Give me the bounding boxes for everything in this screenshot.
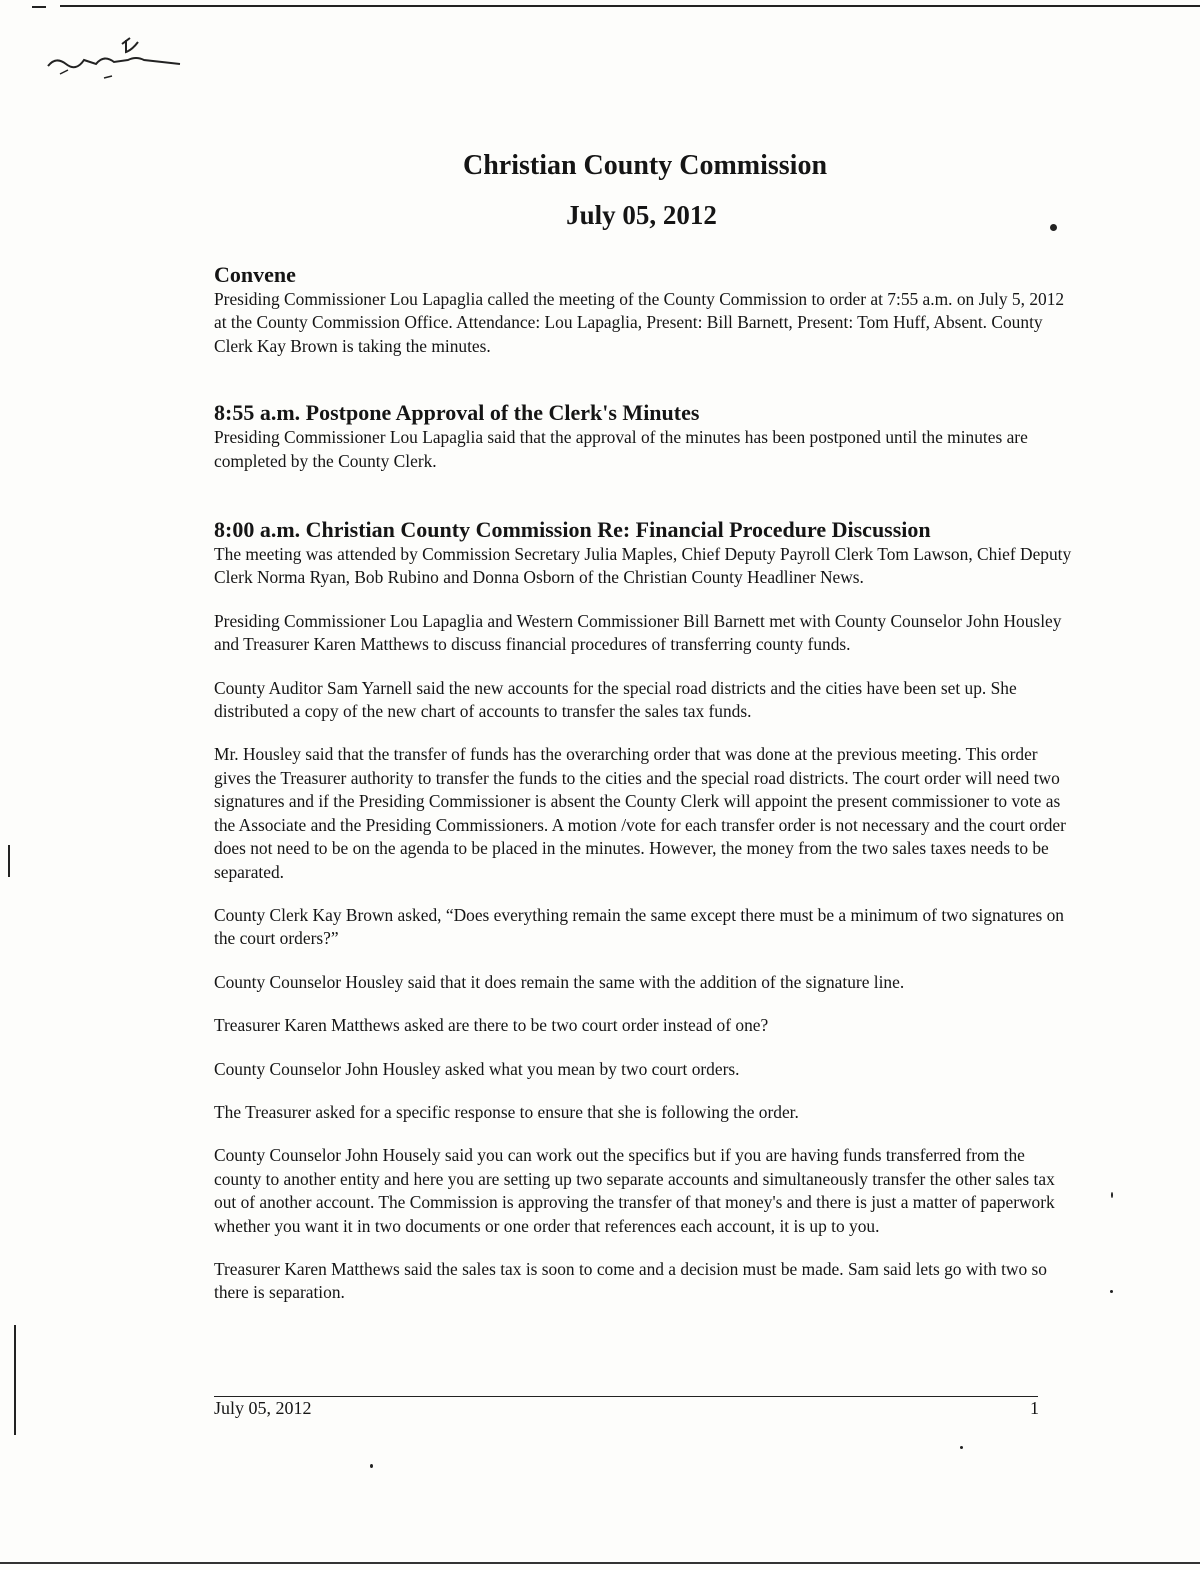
section-heading: 8:55 a.m. Postpone Approval of the Clerk's Minutes: [214, 400, 700, 426]
paragraph: Treasurer Karen Matthews asked are there to be two court order instead of one?: [214, 1015, 769, 1036]
paragraph: County Clerk Kay Brown asked, “Does everything remain the same except there must be a minimum of two signatures on the court orders?”: [214, 904, 1065, 949]
footer-date: July 05, 2012: [214, 1398, 312, 1418]
document-date: July 05, 2012: [566, 200, 717, 230]
paragraph: County Counselor John Housley asked what you mean by two court orders.: [214, 1058, 740, 1079]
paragraph: Presiding Commissioner Lou Lapaglia said that the approval of the minutes has been postponed until the minutes are completed by the County Clerk.: [214, 427, 1028, 471]
paragraph: Presiding Commissioner Lou Lapaglia and Western Commissioner Bill Barnett met with County Counselor John Housley and Treasurer Karen Matthews to discuss financial procedures of transferring county funds.: [214, 610, 1062, 655]
section-financial-procedure: [214, 517, 1074, 1305]
document-title: Christian County Commission: [462, 150, 828, 181]
page-number: 1: [1030, 1398, 1039, 1418]
footer-rule: [214, 1396, 1038, 1397]
scan-speck: [1110, 1290, 1113, 1293]
scan-margin-mark: [14, 1325, 16, 1435]
minutes-body: [214, 262, 1074, 1305]
paragraph: Presiding Commissioner Lou Lapaglia called the meeting of the County Commission to order at 7:55 a.m. on July 5, 2012 at the County Commission Office. Attendance: Lou Lapaglia, Present: Bill Barnett, Present: Tom Huff, Absent. County Clerk Kay Brown is taking the minutes.: [214, 289, 1065, 356]
scan-bottom-rule: [0, 1562, 1200, 1564]
paragraph: Treasurer Karen Matthews said the sales tax is soon to come and a decision must be made. Sam said lets go with two so there is separation.: [214, 1258, 1047, 1303]
scan-top-rule: [60, 5, 1200, 7]
section-convene: [214, 262, 1074, 358]
scan-speck: [1111, 1192, 1113, 1198]
handwritten-scribble: [44, 34, 184, 84]
section-heading: 8:00 a.m. Christian County Commission Re: Financial Procedure Discussion: [214, 517, 931, 543]
paragraph: County Counselor Housley said that it does remain the same with the addition of the signature line.: [214, 971, 905, 992]
scan-speck: [370, 1464, 373, 1468]
paragraph: County Auditor Sam Yarnell said the new accounts for the special road districts and the cities have been set up. She distributed a copy of the new chart of accounts to transfer the sales tax funds.: [214, 677, 1017, 722]
section-heading: Convene: [214, 262, 296, 287]
scan-speck: [960, 1446, 963, 1449]
paragraph: County Counselor John Housely said you can work out the specifics but if you are having funds transferred from the county to another entity and here you are setting up two separate accounts and simultaneously transfer the other sales tax out of another account. The Commission is approving the transfer of that money's and there is just a matter of paperwork whether you want it in two documents or one order that references each account, it is up to you.: [214, 1145, 1055, 1236]
section-postpone-approval: [214, 400, 1074, 473]
paragraph: The Treasurer asked for a specific response to ensure that she is following the order.: [214, 1101, 799, 1122]
scan-margin-mark: [8, 845, 10, 877]
paragraph: Mr. Housley said that the transfer of funds has the overarching order that was done at the previous meeting. This order gives the Treasurer authority to transfer the funds to the cities and the special road districts. The court order will need two signatures and if the Presiding Commissioner is absent the County Clerk will appoint the present commissioner to vote as the Associate and the Presiding Commissioners. A motion /vote for each transfer order is not necessary and the court order does not need to be on the agenda to be placed in the minutes. However, the money from the two sales taxes needs to be separated.: [214, 744, 1066, 882]
scan-mark: [32, 6, 46, 8]
paragraph: The meeting was attended by Commission Secretary Julia Maples, Chief Deputy Payroll Clerk Tom Lawson, Chief Deputy Clerk Norma Ryan, Bob Rubino and Donna Osborn of the Christian County Headliner News.: [214, 544, 1072, 588]
